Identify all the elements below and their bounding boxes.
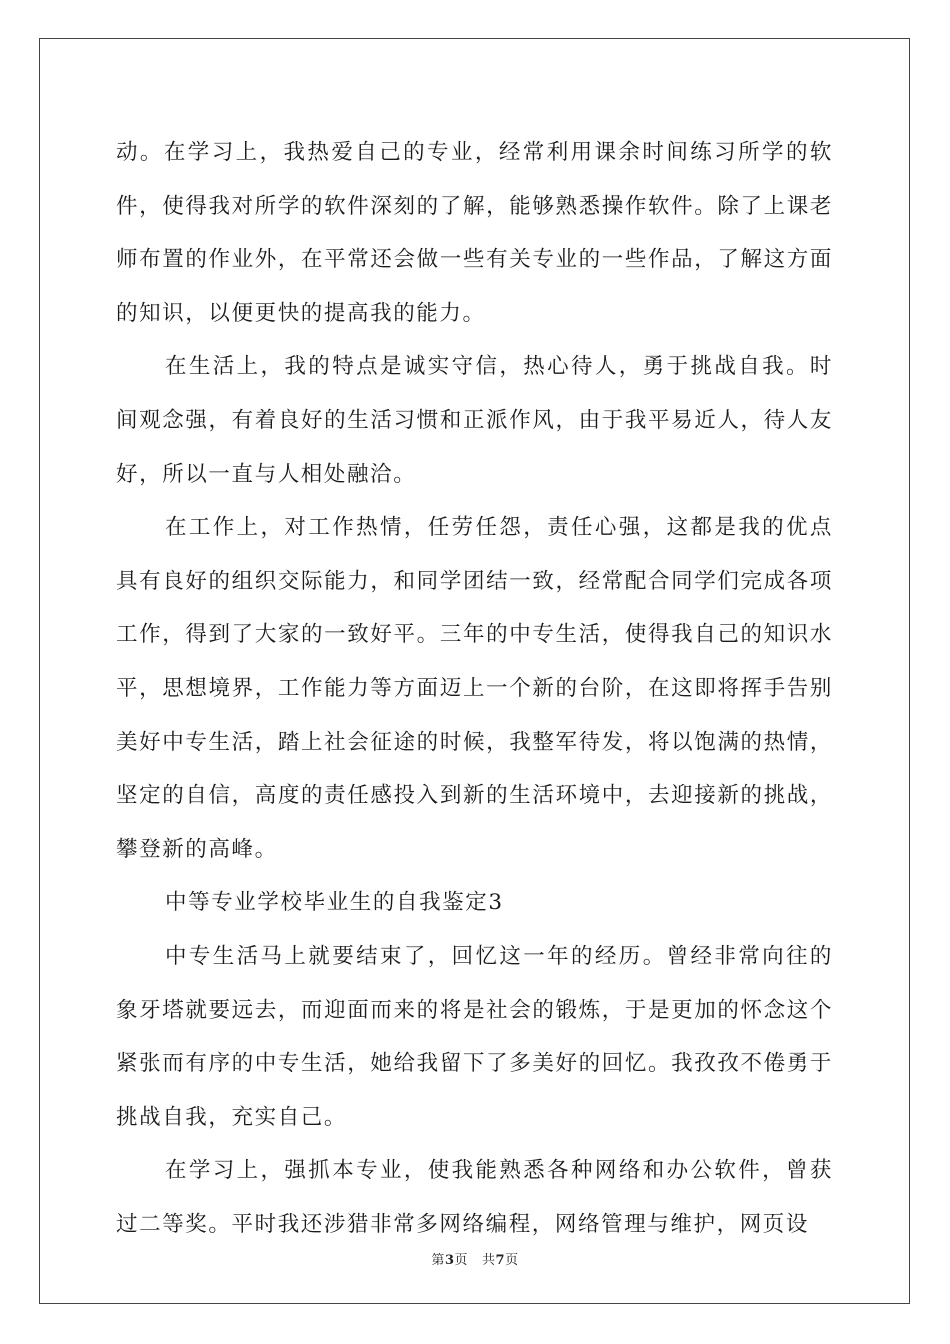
total-prefix: 共 xyxy=(482,1253,496,1268)
page-footer xyxy=(0,1249,950,1268)
section-heading: 中等专业学校毕业生的自我鉴定3 xyxy=(165,890,504,916)
page-prefix: 第 xyxy=(431,1253,445,1268)
paragraph-4: 中专生活马上就要结束了，回忆这一年的经历。曾经非常向往的象牙塔就要远去，而迎面而来的将是社会的锻炼，于是更加的怀念这个紧张而有序的中专生活，她给我留下了多美好的回忆。我孜孜不倦勇于挑战自我，充实自己。 xyxy=(116,943,833,1130)
page-suffix: 页 xyxy=(454,1253,468,1268)
current-page-number: 3 xyxy=(444,1253,455,1268)
document-body xyxy=(116,126,833,1251)
paragraph-1: 动。在学习上，我热爱自己的专业，经常利用课余时间练习所学的软件，使得我对所学的软件深刻的了解，能够熟悉操作软件。除了上课老师布置的作业外，在平常还会做一些有关专业的一些作品，了解这方面的知识，以便更快的提高我的能力。 xyxy=(116,140,833,326)
total-page-number: 7 xyxy=(495,1253,506,1268)
paragraph-3: 在工作上，对工作热情，任劳任怨，责任心强，这都是我的优点具有良好的组织交际能力，和同学团结一致，经常配合同学们完成各项工作，得到了大家的一致好平。三年的中专生活，使得我自己的知识水平，思想境界，工作能力等方面迈上一个新的台阶，在这即将挥手告别美好中专生活，踏上社会征途的时候，我整军待发，将以饱满的热情，坚定的自信，高度的责任感投入到新的生活环境中，去迎接新的挑战，攀登新的高峰。 xyxy=(116,515,833,862)
total-suffix: 页 xyxy=(505,1253,519,1268)
paragraph-5: 在学习上，强抓本专业，使我能熟悉各种网络和办公软件，曾获过二等奖。平时我还涉猎非常多网络编程，网络管理与维护，网页设 xyxy=(116,1158,833,1237)
paragraph-2: 在生活上，我的特点是诚实守信，热心待人，勇于挑战自我。时间观念强，有着良好的生活习惯和正派作风，由于我平易近人，待人友好，所以一直与人相处融洽。 xyxy=(116,354,833,487)
